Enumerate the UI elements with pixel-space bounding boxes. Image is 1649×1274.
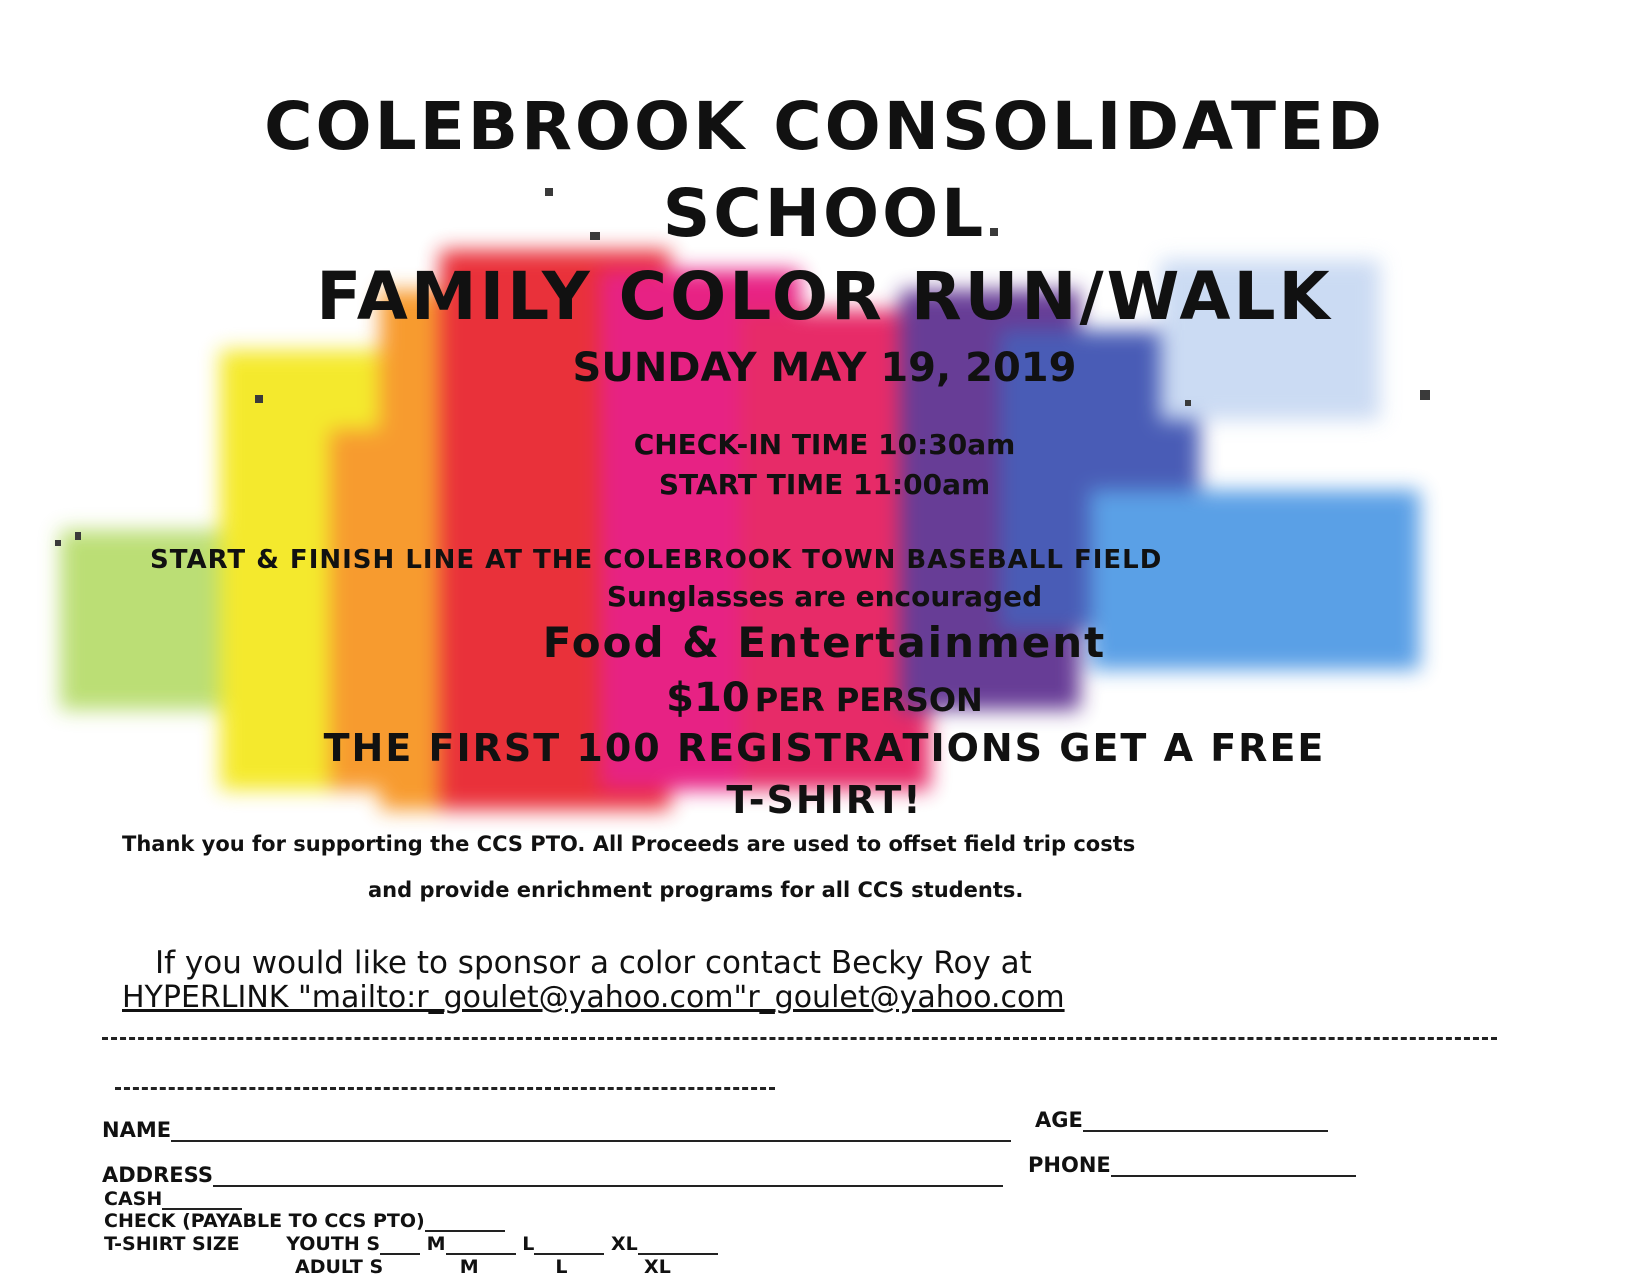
address-label: ADDRESS	[102, 1163, 213, 1187]
age-field[interactable]	[1035, 1108, 1328, 1132]
cut-line	[102, 1037, 1497, 1040]
start-time: START TIME 11:00am	[658, 468, 991, 501]
youth-l-input[interactable]	[534, 1235, 604, 1255]
event-date: SUNDAY MAY 19, 2019	[572, 345, 1077, 391]
youth-s-input[interactable]	[380, 1235, 420, 1255]
adult-size-row	[295, 1256, 741, 1274]
title-line-1: COLEBROOK CONSOLIDATED	[264, 88, 1385, 165]
youth-xl-input[interactable]	[638, 1235, 718, 1255]
adult-s-input[interactable]	[383, 1258, 453, 1274]
location-text: START & FINISH LINE AT THE COLEBROOK TOWN BASEBALL FIELD	[150, 545, 1163, 575]
adult-m-label: M	[459, 1256, 479, 1274]
price-amount: $10	[666, 675, 750, 721]
age-label: AGE	[1035, 1108, 1083, 1132]
adult-xl-label: XL	[644, 1256, 671, 1274]
event-title: FAMILY COLOR RUN/WALK	[316, 258, 1333, 335]
check-field[interactable]	[104, 1210, 505, 1232]
address-field[interactable]	[102, 1163, 1003, 1187]
cut-line-continued	[115, 1087, 775, 1090]
cash-input-line[interactable]	[162, 1190, 242, 1210]
price-text	[0, 675, 1649, 721]
youth-m-input[interactable]	[446, 1235, 516, 1255]
youth-m-label: M	[426, 1233, 446, 1255]
phone-input-line[interactable]	[1111, 1155, 1356, 1177]
address-input-line[interactable]	[213, 1165, 1003, 1187]
sponsor-text: If you would like to sponsor a color contact Becky Roy at	[155, 945, 1032, 981]
adult-l-label: L	[555, 1256, 568, 1274]
price-unit: PER PERSON	[754, 681, 983, 719]
sunglasses-text: Sunglasses are encouraged	[606, 580, 1043, 613]
name-input-line[interactable]	[171, 1120, 1011, 1142]
youth-s-label: YOUTH S	[286, 1233, 381, 1255]
youth-xl-label: XL	[610, 1233, 638, 1255]
thanks-line-2: and provide enrichment programs for all CCS students.	[368, 878, 1024, 902]
sponsor-email-link[interactable]: HYPERLINK "mailto:r_goulet@yahoo.com"r_goulet@yahoo.com	[122, 980, 1065, 1015]
title-line-2: SCHOOL	[662, 175, 987, 252]
phone-field[interactable]	[1028, 1153, 1356, 1177]
check-label: CHECK (PAYABLE TO CCS PTO)	[104, 1210, 425, 1232]
food-entertainment-text: Food & Entertainment	[542, 618, 1107, 667]
tshirt-offer-line-1: THE FIRST 100 REGISTRATIONS GET A FREE	[323, 726, 1326, 770]
age-input-line[interactable]	[1083, 1110, 1328, 1132]
adult-m-input[interactable]	[479, 1258, 549, 1274]
adult-l-input[interactable]	[567, 1258, 637, 1274]
name-label: NAME	[102, 1118, 172, 1142]
youth-l-label: L	[522, 1233, 535, 1255]
adult-xl-input[interactable]	[671, 1258, 741, 1274]
checkin-time: CHECK-IN TIME 10:30am	[633, 428, 1016, 461]
tshirt-size-field	[104, 1233, 718, 1255]
thanks-line-1: Thank you for supporting the CCS PTO. All Proceeds are used to offset field trip costs	[122, 832, 1136, 856]
cash-label: CASH	[104, 1188, 163, 1210]
cash-field[interactable]	[104, 1188, 242, 1210]
check-input-line[interactable]	[425, 1212, 505, 1232]
phone-label: PHONE	[1028, 1153, 1111, 1177]
tshirt-offer-line-2: T-SHIRT!	[726, 778, 923, 822]
adult-s-label: ADULT S	[295, 1256, 384, 1274]
name-field[interactable]	[102, 1118, 1011, 1142]
tshirt-size-label: T-SHIRT SIZE	[104, 1233, 240, 1255]
